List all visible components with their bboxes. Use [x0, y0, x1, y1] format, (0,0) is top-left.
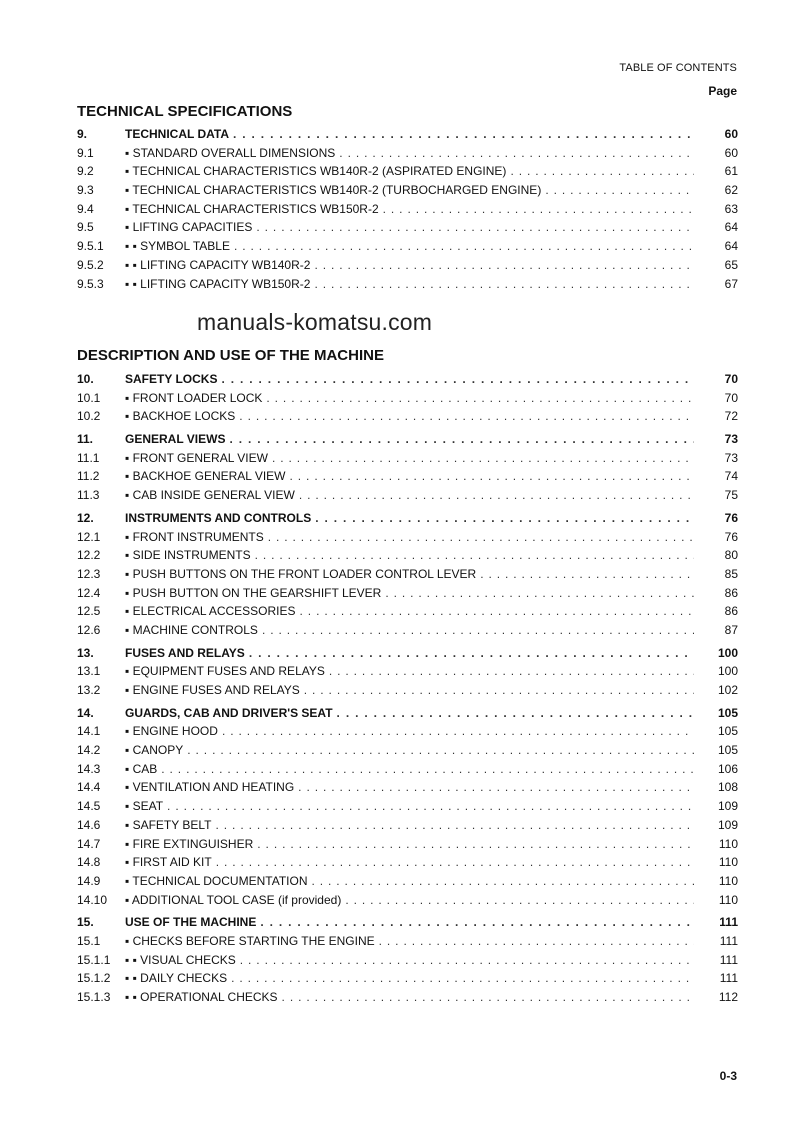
entry-page: 70 [724, 372, 738, 386]
dot-leader [262, 621, 694, 640]
entry-page: 73 [724, 450, 738, 465]
dot-leader [260, 913, 694, 932]
toc-entry[interactable] [77, 741, 738, 760]
entry-page: 109 [717, 799, 738, 814]
entry-number: 9.4 [77, 201, 94, 216]
entry-number: 9.5.2 [77, 257, 104, 272]
toc-entry[interactable] [77, 528, 738, 547]
entry-number: 15.1.1 [77, 952, 111, 967]
entry-number: 14.6 [77, 817, 101, 832]
dot-leader [221, 370, 694, 389]
dot-leader [298, 778, 694, 797]
toc-entry[interactable] [77, 546, 738, 565]
entry-page: 60 [724, 145, 738, 160]
entry-title: ▪ ▪ LIFTING CAPACITY WB140R-2 [125, 257, 311, 272]
entry-title: ▪ PUSH BUTTON ON THE GEARSHIFT LEVER [125, 585, 382, 600]
dot-leader [545, 181, 694, 200]
entry-page: 109 [717, 817, 738, 832]
page-number: 0-3 [719, 1069, 737, 1083]
entry-number: 14. [77, 705, 94, 720]
entry-page: 70 [724, 390, 738, 405]
dot-leader [339, 144, 694, 163]
entry-title: GENERAL VIEWS [125, 432, 226, 447]
entry-title: ▪ SEAT [125, 799, 164, 814]
dot-leader [216, 816, 694, 835]
entry-number: 14.2 [77, 743, 101, 758]
toc-chapter-entry[interactable] [77, 370, 738, 389]
dot-leader [257, 835, 694, 854]
entry-title: SAFETY LOCKS [125, 372, 218, 386]
watermark: manuals-komatsu.com [197, 309, 433, 335]
entry-number: 11.2 [77, 469, 100, 484]
dot-leader [167, 797, 694, 816]
entry-title: ▪ CAB [125, 761, 158, 776]
toc-entry[interactable] [77, 932, 738, 951]
entry-number: 9.5 [77, 220, 94, 235]
entry-page: 110 [718, 855, 738, 870]
toc-entry[interactable] [77, 778, 738, 797]
entry-number: 12.3 [77, 566, 101, 581]
dot-leader [480, 565, 694, 584]
entry-number: 13.1 [77, 664, 101, 679]
entry-page: 60 [724, 127, 738, 141]
entry-number: 9. [77, 127, 88, 141]
toc-entry[interactable] [77, 389, 738, 408]
section-title: TECHNICAL SPECIFICATIONS [77, 103, 293, 120]
entry-title: ▪ TECHNICAL CHARACTERISTICS WB140R-2 (TURBOCHARGED ENGINE) [125, 183, 542, 198]
toc-chapter-entry[interactable] [77, 913, 738, 932]
toc-entry[interactable] [77, 181, 738, 200]
toc-chapter-entry[interactable] [77, 644, 738, 663]
entry-title: ▪ LIFTING CAPACITIES [125, 220, 253, 235]
toc-entry[interactable] [77, 237, 738, 256]
dot-leader [337, 704, 694, 723]
toc-entry[interactable] [77, 256, 738, 275]
toc-chapter-entry[interactable] [77, 125, 738, 144]
toc-chapter-entry[interactable] [77, 430, 738, 449]
toc-entry[interactable] [77, 662, 738, 681]
entry-number: 12.2 [77, 548, 101, 563]
entry-title: ▪ ELECTRICAL ACCESSORIES [125, 604, 296, 619]
dot-leader [240, 951, 694, 970]
entry-title: ▪ FIRE EXTINGUISHER [125, 836, 254, 851]
entry-page: 86 [724, 604, 738, 619]
entry-number: 14.4 [77, 780, 101, 795]
entry-title: ▪ ADDITIONAL TOOL CASE (if provided) [125, 892, 342, 907]
entry-title: ▪ PUSH BUTTONS ON THE FRONT LOADER CONTROL LEVER [125, 566, 477, 581]
entry-title: ▪ MACHINE CONTROLS [125, 622, 258, 637]
toc-entry[interactable] [77, 853, 738, 872]
toc-entry[interactable] [77, 891, 738, 910]
entry-title: FUSES AND RELAYS [125, 645, 245, 660]
toc-entry[interactable] [77, 144, 738, 163]
entry-page: 110 [718, 836, 738, 851]
running-header: TABLE OF CONTENTS [619, 62, 737, 74]
toc-entry[interactable] [77, 218, 738, 237]
entry-title: ▪ STANDARD OVERALL DIMENSIONS [125, 145, 336, 160]
entry-page: 105 [717, 724, 738, 739]
dot-leader [314, 275, 694, 294]
entry-title: GUARDS, CAB AND DRIVER'S SEAT [125, 705, 333, 720]
entry-title: ▪ ENGINE HOOD [125, 724, 218, 739]
entry-title: ▪ EQUIPMENT FUSES AND RELAYS [125, 664, 325, 679]
toc-entry[interactable] [77, 200, 738, 219]
dot-leader [229, 430, 694, 449]
dot-leader [345, 891, 694, 910]
dot-leader [234, 237, 694, 256]
dot-leader [311, 872, 694, 891]
entry-page: 76 [724, 529, 738, 544]
entry-number: 9.1 [77, 145, 94, 160]
dot-leader [385, 584, 694, 603]
entry-title: ▪ SAFETY BELT [125, 817, 212, 832]
toc-entry[interactable] [77, 275, 738, 294]
entry-number: 15.1 [77, 933, 101, 948]
toc-chapter-entry[interactable] [77, 704, 738, 723]
entry-page: 111 [719, 952, 738, 967]
dot-leader [161, 760, 694, 779]
toc-list [77, 370, 738, 1007]
entry-number: 11.1 [77, 450, 100, 465]
entry-title: ▪ FIRST AID KIT [125, 855, 212, 870]
entry-page: 111 [719, 915, 738, 930]
toc-entry[interactable] [77, 988, 738, 1007]
entry-number: 10.1 [77, 390, 101, 405]
entry-page: 100 [717, 664, 738, 679]
dot-leader [299, 486, 694, 505]
dot-leader [379, 932, 694, 951]
entry-number: 12.5 [77, 604, 101, 619]
toc-entry[interactable] [77, 162, 738, 181]
entry-page: 87 [724, 622, 738, 637]
entry-title: ▪ CHECKS BEFORE STARTING THE ENGINE [125, 933, 375, 948]
entry-title: ▪ ▪ LIFTING CAPACITY WB150R-2 [125, 276, 311, 291]
entry-number: 14.3 [77, 761, 101, 776]
entry-title: ▪ ▪ SYMBOL TABLE [125, 239, 230, 254]
toc-entry[interactable] [77, 722, 738, 741]
toc-entry[interactable] [77, 816, 738, 835]
entry-page: 80 [724, 548, 738, 563]
toc-entry[interactable] [77, 681, 738, 700]
entry-page: 105 [717, 705, 738, 720]
entry-page: 110 [718, 892, 738, 907]
entry-title: ▪ TECHNICAL DOCUMENTATION [125, 873, 308, 888]
dot-leader [249, 644, 694, 663]
entry-page: 73 [724, 432, 738, 447]
entry-number: 10. [77, 372, 94, 386]
dot-leader [290, 467, 694, 486]
entry-title: USE OF THE MACHINE [125, 915, 257, 930]
entry-title: ▪ FRONT LOADER LOCK [125, 390, 263, 405]
entry-number: 14.5 [77, 799, 101, 814]
entry-page: 67 [724, 276, 738, 291]
entry-page: 111 [719, 971, 738, 986]
entry-number: 15.1.3 [77, 990, 111, 1004]
dot-leader [383, 200, 694, 219]
dot-leader [315, 509, 694, 528]
entry-title: TECHNICAL DATA [125, 127, 229, 141]
entry-title: INSTRUMENTS AND CONTROLS [125, 510, 312, 525]
dot-leader [272, 449, 694, 468]
entry-title: ▪ VENTILATION AND HEATING [125, 780, 295, 795]
entry-page: 74 [724, 469, 738, 484]
entry-title: ▪ ENGINE FUSES AND RELAYS [125, 683, 300, 697]
entry-number: 12.6 [77, 622, 101, 637]
entry-number: 12. [77, 510, 94, 525]
entry-title: ▪ TECHNICAL CHARACTERISTICS WB140R-2 (ASPIRATED ENGINE) [125, 164, 507, 179]
entry-title: ▪ ▪ DAILY CHECKS [125, 971, 228, 986]
entry-number: 13. [77, 645, 94, 660]
page-column-heading: Page [708, 84, 737, 98]
toc-entry[interactable] [77, 835, 738, 854]
entry-page: 110 [718, 873, 738, 888]
entry-page: 64 [724, 220, 738, 235]
dot-leader [222, 722, 694, 741]
toc-entry[interactable] [77, 602, 738, 621]
toc-entry[interactable] [77, 621, 738, 640]
entry-number: 9.2 [77, 164, 94, 179]
dot-leader [216, 853, 694, 872]
entry-number: 15.1.2 [77, 971, 111, 986]
toc-entry[interactable] [77, 760, 738, 779]
dot-leader [255, 546, 694, 565]
toc-entry[interactable] [77, 565, 738, 584]
entry-number: 15. [77, 915, 94, 930]
dot-leader [304, 681, 694, 700]
entry-title: ▪ ▪ OPERATIONAL CHECKS [125, 990, 278, 1004]
entry-page: 105 [717, 743, 738, 758]
entry-title: ▪ FRONT GENERAL VIEW [125, 450, 268, 465]
toc-entry[interactable] [77, 407, 738, 426]
entry-number: 13.2 [77, 683, 101, 697]
entry-page: 65 [724, 257, 738, 272]
entry-title: ▪ ▪ VISUAL CHECKS [125, 952, 236, 967]
toc-entry[interactable] [77, 797, 738, 816]
entry-number: 9.5.3 [77, 276, 104, 291]
entry-number: 14.8 [77, 855, 101, 870]
toc-entry[interactable] [77, 951, 738, 970]
entry-number: 10.2 [77, 409, 101, 424]
entry-title: ▪ CAB INSIDE GENERAL VIEW [125, 488, 295, 503]
entry-page: 72 [724, 409, 738, 424]
entry-number: 11.3 [77, 488, 100, 503]
entry-title: ▪ CANOPY [125, 743, 184, 758]
toc-chapter-entry[interactable] [77, 509, 738, 528]
entry-page: 100 [717, 645, 738, 660]
dot-leader [187, 741, 694, 760]
entry-number: 12.1 [77, 529, 101, 544]
toc-entry[interactable] [77, 449, 738, 468]
entry-title: ▪ BACKHOE GENERAL VIEW [125, 469, 286, 484]
entry-page: 85 [724, 566, 738, 581]
toc-entry[interactable] [77, 584, 738, 603]
dot-leader [256, 218, 694, 237]
toc-entry[interactable] [77, 467, 738, 486]
dot-leader [314, 256, 694, 275]
entry-title: ▪ TECHNICAL CHARACTERISTICS WB150R-2 [125, 201, 379, 216]
toc-entry[interactable] [77, 872, 738, 891]
entry-page: 61 [724, 164, 738, 179]
entry-page: 64 [724, 239, 738, 254]
entry-number: 9.5.1 [77, 239, 104, 254]
entry-page: 108 [717, 780, 738, 795]
entry-page: 75 [724, 488, 738, 503]
dot-leader [231, 969, 694, 988]
entry-page: 62 [724, 183, 738, 198]
entry-page: 86 [724, 585, 738, 600]
entry-page: 76 [724, 510, 738, 525]
entry-number: 9.3 [77, 183, 94, 198]
dot-leader [329, 662, 694, 681]
entry-number: 12.4 [77, 585, 101, 600]
toc-entry[interactable] [77, 486, 738, 505]
entry-page: 63 [724, 201, 738, 216]
dot-leader [233, 125, 694, 144]
dot-leader [268, 528, 694, 547]
entry-page: 102 [717, 683, 738, 697]
toc-list [77, 125, 738, 293]
entry-page: 112 [718, 990, 738, 1004]
entry-number: 14.10 [77, 892, 108, 907]
dot-leader [300, 602, 694, 621]
dot-leader [510, 162, 694, 181]
entry-page: 106 [717, 761, 738, 776]
section-title: DESCRIPTION AND USE OF THE MACHINE [77, 347, 384, 364]
dot-leader [266, 389, 694, 408]
entry-title: ▪ SIDE INSTRUMENTS [125, 548, 251, 563]
entry-title: ▪ FRONT INSTRUMENTS [125, 529, 264, 544]
entry-number: 14.9 [77, 873, 101, 888]
entry-number: 11. [77, 432, 94, 447]
entry-number: 14.1 [77, 724, 101, 739]
entry-title: ▪ BACKHOE LOCKS [125, 409, 236, 424]
toc-entry[interactable] [77, 969, 738, 988]
dot-leader [239, 407, 694, 426]
entry-number: 14.7 [77, 836, 101, 851]
entry-page: 111 [719, 933, 738, 948]
dot-leader [282, 988, 694, 1007]
